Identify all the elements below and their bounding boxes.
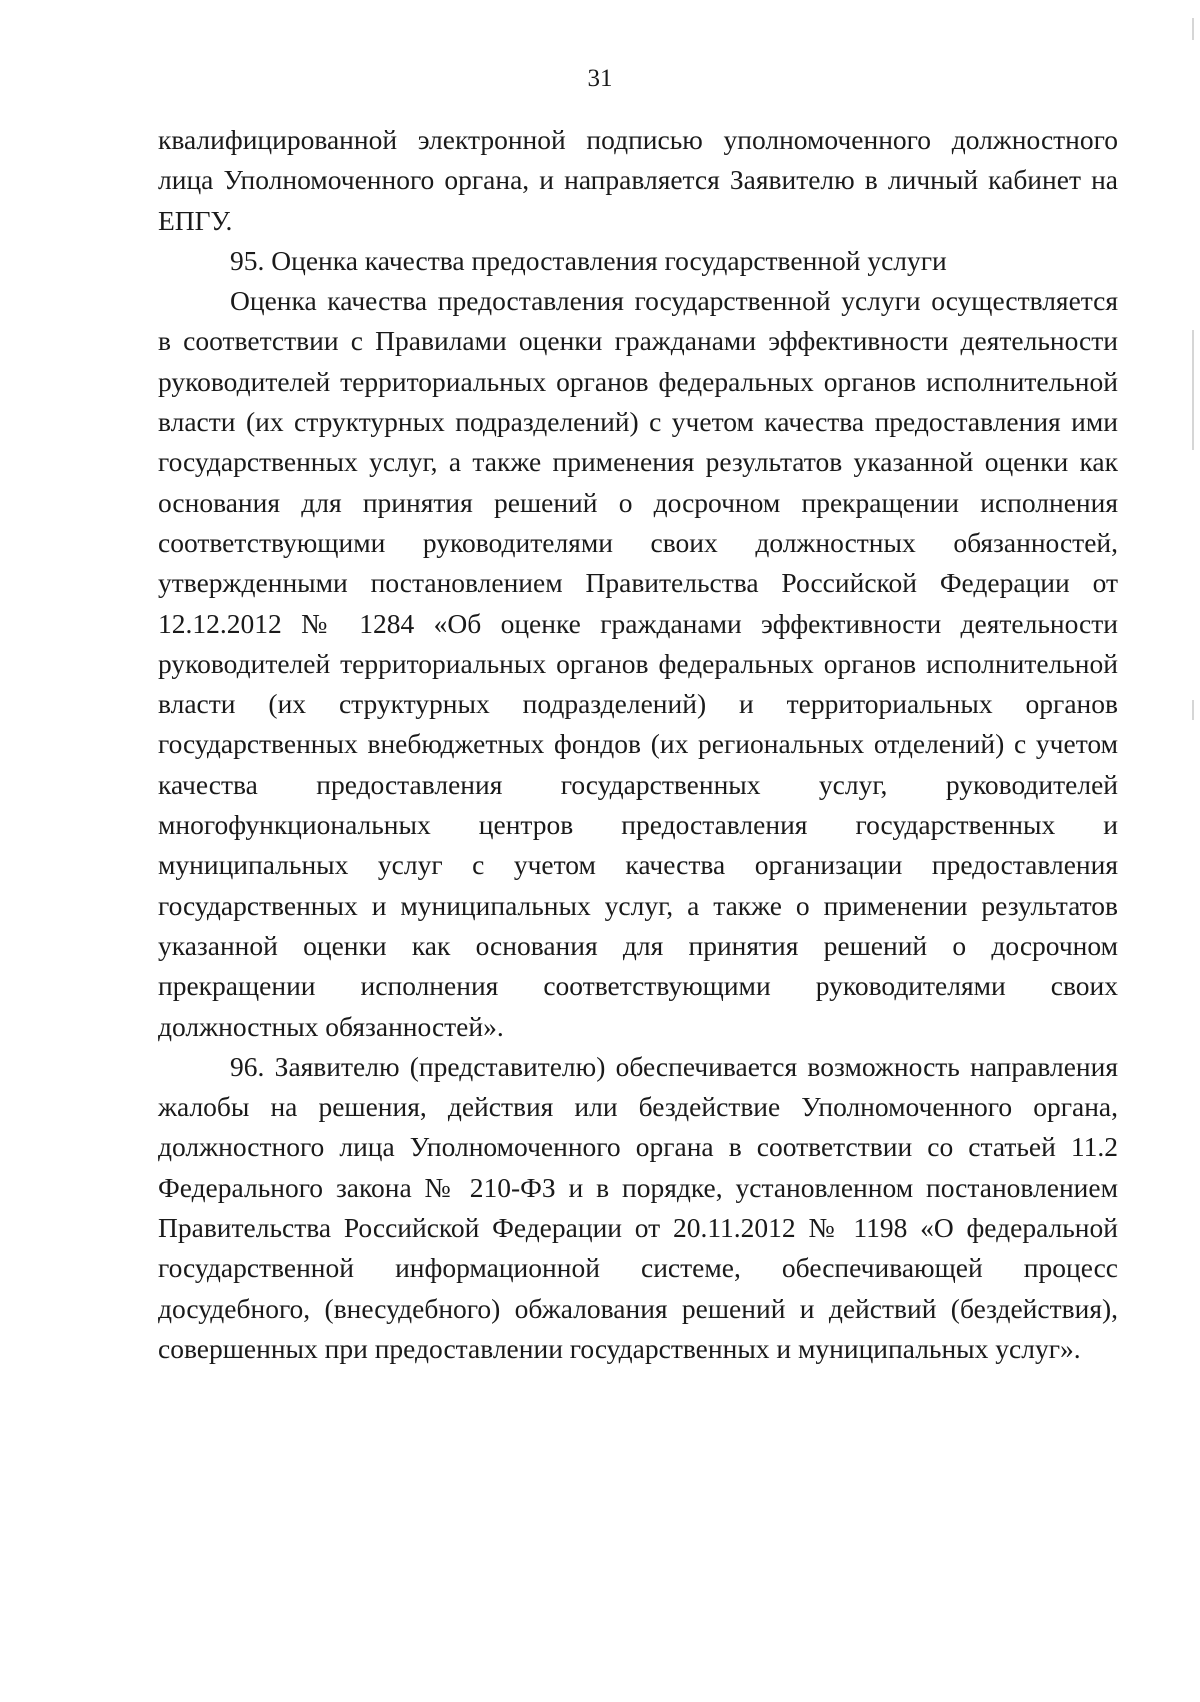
scan-edge-mark (1192, 700, 1194, 720)
paragraph-continuation: квалифицированной электронной подписью уполномоченного должностного лица Уполномоченного органа, и направляется Заявителю в личный кабинет на ЕПГУ. (158, 124, 1118, 236)
scan-edge-mark (1192, 330, 1194, 450)
section-96-paragraph: 96. Заявителю (представителю) обеспечивается возможность направления жалобы на решения, действия или бездействие Уполномоченного органа, должностного лица Уполномоченного органа в соответствии со статьей 11.2 Федерального закона № 210-ФЗ и в порядке, установленном постановлением Правительства Российской Федерации от 20.11.2012 № 1198 «О федеральной государственной информационной системе, обеспечивающей процесс досудебного, (внесудебного) обжалования решений и действий (бездействия), совершенных при предоставлении государственных и муниципальных услуг». (158, 1050, 1118, 1364)
page-number: 31 (587, 65, 613, 92)
section-95-heading: 95. Оценка качества предоставления государственной услуги (230, 244, 947, 276)
section-95-paragraph: Оценка качества предоставления государственной услуги осуществляется в соответствии с Правилами оценки гражданами эффективности деятельности руководителей территориальных органов федеральных органов исполнительной власти (их структурных подразделений) с учетом качества предоставления ими государственных услуг, а также применения результатов указанной оценки как основания для принятия решений о досрочном прекращении исполнения соответствующими руководителями своих должностных обязанностей, утвержденными постановлением Правительства Российской Федерации от 12.12.2012 № 1284 «Об оценке гражданами эффективности деятельности руководителей территориальных органов федеральных органов исполнительной власти (их структурных подразделений) и территориальных органов государственных внебюджетных фондов (их региональных отделений) с учетом качества предоставления государственных услуг, руководителей многофункциональных центров предоставления государственных и муниципальных услуг с учетом качества организации предоставления государственных и муниципальных услуг, а также о применении результатов указанной оценки как основания для принятия решений о досрочном прекращении исполнения соответствующими руководителями своих должностных обязанностей». (158, 285, 1118, 1042)
document-body (158, 120, 1118, 1369)
scan-edge-mark (1192, 18, 1194, 40)
